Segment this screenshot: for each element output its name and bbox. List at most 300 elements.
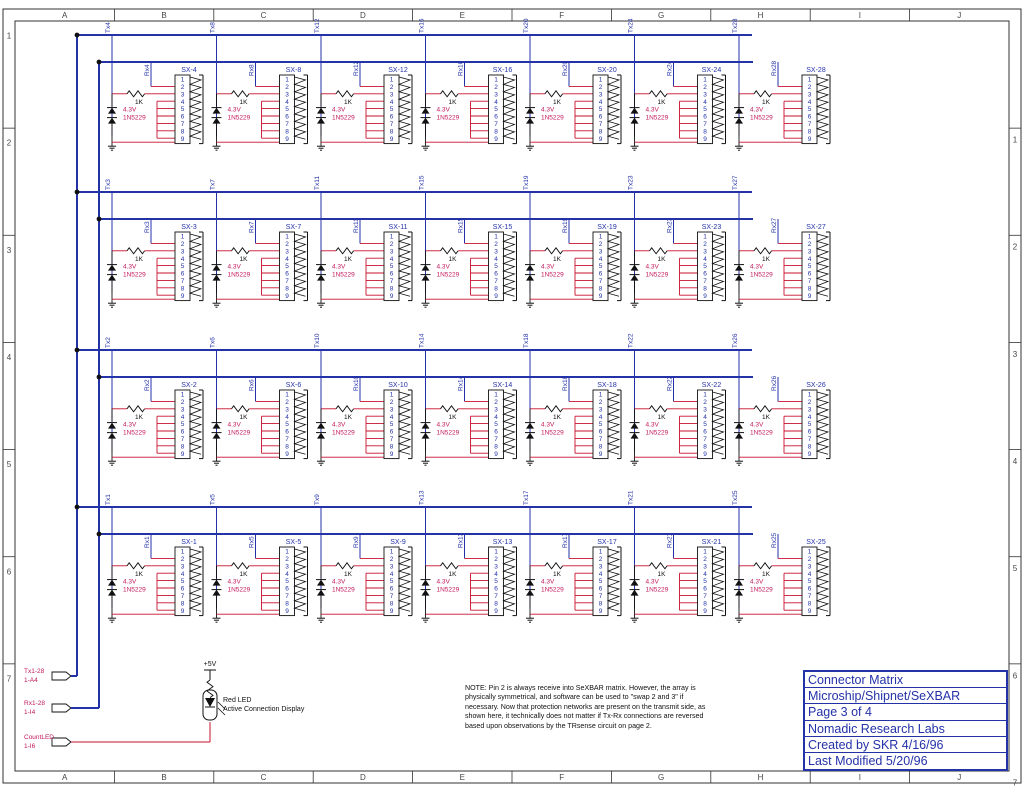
- pin-number: 6: [494, 428, 498, 436]
- zone-col-label: E: [459, 11, 465, 20]
- zone-col-label: A: [62, 773, 68, 782]
- title-block-created: Created by SKR 4/16/96: [805, 737, 1006, 753]
- zener-voltage: 4.3V: [541, 578, 555, 586]
- resistor-value: 1K: [239, 98, 248, 106]
- pin-number: 6: [703, 585, 707, 593]
- zener-part: 1N5229: [645, 586, 669, 594]
- pin-number: 9: [389, 450, 394, 458]
- connector-label: SX-22: [701, 382, 722, 389]
- pin-number: 7: [180, 593, 185, 600]
- pin-number: 5: [807, 106, 812, 114]
- zone-row-label: 7: [1012, 778, 1018, 788]
- pin-number: 8: [180, 443, 185, 451]
- pin-number: 2: [598, 556, 603, 563]
- resistor-symbol: [336, 91, 354, 97]
- title-block-modified: Last Modified 5/20/96: [808, 753, 928, 768]
- zone-col-label: G: [657, 773, 665, 782]
- tx-label: Tx22: [627, 333, 635, 348]
- pin-number: 2: [180, 84, 185, 91]
- zone-col-label: H: [757, 11, 764, 20]
- pin-number: 3: [285, 248, 289, 256]
- zener-voltage: 4.3V: [123, 106, 137, 114]
- zone-row-label: 7: [6, 674, 12, 684]
- pin-number: 1: [285, 76, 289, 84]
- pin-number: 5: [389, 106, 394, 114]
- zener-part: 1N5229: [332, 586, 355, 594]
- pin-number: 3: [807, 248, 812, 256]
- pin-number: 7: [807, 278, 812, 285]
- pin-number: 4: [180, 98, 185, 106]
- zener-diode-symbol: [735, 580, 743, 586]
- zone-row-label: 3: [6, 245, 12, 255]
- zener-diode-symbol: [526, 590, 534, 596]
- pin-number: 2: [703, 556, 707, 563]
- zone-col-label: I: [858, 773, 862, 782]
- rx-label: Rx26: [771, 375, 778, 391]
- pin-number: 5: [598, 263, 603, 271]
- connector-label: SX-5: [285, 539, 302, 546]
- pin-number: 3: [807, 406, 812, 414]
- pin-number: 1: [598, 233, 603, 241]
- pin-number: 7: [494, 593, 498, 600]
- pin-number: 2: [807, 399, 812, 406]
- port-flag: [52, 738, 71, 746]
- zener-diode-symbol: [317, 580, 325, 586]
- pin-number: 9: [180, 292, 185, 300]
- connector-cell: [210, 179, 308, 307]
- rx-label: Rx9: [353, 536, 360, 548]
- connector-label: SX-3: [181, 224, 197, 231]
- pin-number: 7: [180, 121, 185, 128]
- resistor-symbol: [232, 563, 250, 569]
- tx-label: Tx13: [418, 490, 426, 505]
- port-ref: 1-I4: [24, 709, 36, 716]
- zener-diode-symbol: [213, 265, 221, 271]
- zener-diode-symbol: [526, 108, 534, 114]
- connector-cell: [628, 18, 726, 150]
- pin-number: 9: [807, 292, 812, 300]
- port-flag: [52, 704, 71, 712]
- zener-part: 1N5229: [541, 114, 564, 122]
- zener-diode-symbol: [631, 275, 639, 281]
- pin-number: 8: [807, 600, 812, 608]
- resistor-symbol: [545, 91, 563, 97]
- zener-voltage: 4.3V: [123, 578, 137, 586]
- zener-part: 1N5229: [750, 586, 773, 594]
- rx-label: Rx22: [666, 375, 674, 391]
- connector-label: SX-6: [285, 382, 302, 389]
- pin-number: 8: [703, 600, 707, 608]
- zener-diode-symbol: [735, 423, 743, 429]
- pin-number: 1: [703, 76, 707, 84]
- pin-number: 1: [807, 391, 812, 399]
- pin-number: 1: [598, 548, 603, 556]
- connector-contacts: [295, 392, 306, 454]
- resistor-value: 1K: [448, 570, 457, 578]
- pin-number: 9: [494, 135, 498, 143]
- connector-contacts: [504, 392, 515, 454]
- pin-number: 2: [389, 399, 394, 406]
- connector-label: SX-20: [597, 67, 617, 74]
- pin-number: 8: [389, 443, 394, 451]
- pin-number: 4: [807, 570, 812, 578]
- rx-label: Rx18: [562, 375, 569, 391]
- zener-diode-symbol: [213, 580, 221, 586]
- zener-diode-symbol: [108, 580, 116, 586]
- rx-label: Rx17: [562, 532, 569, 548]
- zener-part: 1N5229: [123, 429, 146, 437]
- zener-diode-symbol: [422, 433, 430, 439]
- pin-number: 4: [285, 570, 289, 578]
- tx-label: Tx21: [627, 490, 635, 505]
- pin-number: 9: [285, 450, 289, 458]
- tx-label: Tx5: [209, 494, 217, 505]
- tx-label: Tx9: [314, 494, 321, 505]
- pin-number: 5: [180, 421, 185, 429]
- zener-diode-symbol: [422, 265, 430, 271]
- pin-number: 7: [285, 436, 289, 443]
- bus-junction: [75, 33, 80, 38]
- pin-number: 7: [389, 121, 394, 128]
- resistor-symbol: [441, 248, 459, 254]
- resistor-symbol: [127, 406, 145, 412]
- resistor-value: 1K: [239, 570, 248, 578]
- pin-number: 6: [494, 585, 498, 593]
- port-name: CountLED: [24, 734, 54, 741]
- zener-part: 1N5229: [123, 114, 146, 122]
- zener-part: 1N5229: [332, 429, 355, 437]
- connector-cell: [210, 337, 308, 465]
- resistor-symbol: [545, 563, 563, 569]
- connector-label: SX-14: [492, 382, 513, 389]
- pin-number: 3: [703, 91, 707, 99]
- pin-number: 9: [703, 607, 707, 615]
- pin-number: 3: [807, 91, 812, 99]
- pin-number: 4: [598, 98, 603, 106]
- zener-diode-symbol: [317, 433, 325, 439]
- resistor-symbol: [127, 91, 145, 97]
- pin-number: 7: [598, 436, 603, 443]
- pin-number: 4: [389, 98, 394, 106]
- resistor-value: 1K: [344, 570, 352, 578]
- pin-number: 2: [285, 556, 289, 563]
- tx-label: Tx26: [732, 333, 739, 348]
- pin-number: 2: [389, 241, 394, 248]
- connector-label: SX-12: [388, 67, 408, 74]
- connector-label: SX-16: [492, 67, 513, 74]
- pin-number: 6: [285, 270, 289, 278]
- pin-number: 1: [598, 391, 603, 399]
- connector-cell: [628, 175, 726, 307]
- pin-number: 1: [180, 391, 185, 399]
- pin-number: 8: [598, 600, 603, 608]
- pin-number: 6: [807, 270, 812, 278]
- resistor-value: 1K: [762, 98, 770, 106]
- pin-number: 7: [494, 121, 498, 128]
- pin-number: 1: [285, 233, 289, 241]
- pin-number: 2: [180, 556, 185, 563]
- pin-number: 4: [598, 255, 603, 263]
- connector-label: SX-23: [701, 224, 722, 231]
- pin-number: 3: [807, 563, 812, 571]
- connector-cell: [523, 175, 621, 307]
- pin-number: 9: [180, 450, 185, 458]
- rx-label: Rx14: [457, 375, 465, 391]
- resistor-symbol: [232, 406, 250, 412]
- connector-label: SX-19: [597, 224, 617, 231]
- resistor-value: 1K: [657, 570, 666, 578]
- connector-contacts: [399, 234, 410, 296]
- connector-label: SX-18: [597, 382, 617, 389]
- pin-number: 4: [494, 570, 498, 578]
- pin-number: 4: [180, 570, 185, 578]
- zone-row-label: 1: [6, 31, 12, 41]
- resistor-value: 1K: [344, 98, 352, 106]
- zener-voltage: 4.3V: [541, 421, 555, 429]
- zener-part: 1N5229: [541, 429, 564, 437]
- zone-col-label: C: [260, 773, 267, 782]
- pin-number: 7: [389, 593, 394, 600]
- pin-number: 6: [807, 585, 812, 593]
- zener-diode-symbol: [422, 118, 430, 124]
- pin-number: 1: [389, 233, 394, 241]
- pin-number: 8: [807, 443, 812, 451]
- pin-number: 5: [807, 263, 812, 271]
- led-diode-symbol: [205, 698, 215, 707]
- pin-number: 8: [494, 600, 498, 608]
- rx-label: Rx28: [771, 60, 778, 76]
- connector-cell: [732, 490, 830, 622]
- pin-number: 9: [807, 135, 812, 143]
- rx-label: Rx19: [562, 217, 569, 233]
- tx-label: Tx2: [105, 337, 112, 348]
- rx-label: Rx8: [248, 64, 256, 76]
- zener-diode-symbol: [631, 580, 639, 586]
- zener-voltage: 4.3V: [227, 421, 241, 429]
- tx-label: Tx23: [627, 175, 635, 190]
- tx-label: Tx17: [523, 490, 530, 505]
- connector-contacts: [713, 234, 724, 296]
- zone-col-label: D: [360, 773, 366, 782]
- pin-number: 2: [494, 556, 498, 563]
- connector-label: SX-25: [806, 539, 826, 546]
- resistor-symbol: [127, 248, 145, 254]
- zener-part: 1N5229: [227, 114, 251, 122]
- pin-number: 5: [389, 263, 394, 271]
- connector-cell: [314, 494, 412, 622]
- pin-number: 3: [180, 248, 185, 256]
- resistor-symbol: [754, 248, 772, 254]
- pin-number: 1: [494, 76, 498, 84]
- zener-part: 1N5229: [750, 114, 773, 122]
- pin-number: 4: [285, 255, 289, 263]
- resistor-symbol: [336, 248, 354, 254]
- zener-voltage: 4.3V: [750, 263, 764, 271]
- zener-part: 1N5229: [645, 271, 669, 279]
- pin-number: 2: [285, 84, 289, 91]
- pin-number: 5: [494, 421, 498, 429]
- zener-diode-symbol: [317, 275, 325, 281]
- tx-label: Tx1: [105, 494, 112, 505]
- tx-label: Tx16: [418, 18, 426, 33]
- port-ref: 1-A4: [24, 677, 38, 684]
- bus-junction: [97, 532, 102, 537]
- pin-number: 5: [180, 106, 185, 114]
- zener-voltage: 4.3V: [750, 421, 764, 429]
- zener-part: 1N5229: [436, 429, 460, 437]
- offpage-ports: [24, 668, 210, 750]
- rx-label: Rx25: [771, 532, 778, 548]
- pin-number: 4: [494, 98, 498, 106]
- pin-number: 2: [180, 241, 185, 248]
- zener-part: 1N5229: [750, 271, 773, 279]
- zone-col-label: B: [161, 11, 167, 20]
- pin-number: 3: [494, 563, 498, 571]
- resistor-value: 1K: [657, 413, 666, 421]
- tx-label: Tx27: [732, 175, 739, 190]
- connector-cell: [523, 333, 621, 465]
- pin-number: 5: [807, 578, 812, 586]
- pin-number: 3: [703, 563, 707, 571]
- connector-label: SX-4: [181, 67, 197, 74]
- connector-label: SX-21: [701, 539, 722, 546]
- pin-number: 8: [285, 600, 289, 608]
- pin-number: 9: [389, 292, 394, 300]
- pin-number: 2: [598, 84, 603, 91]
- pin-number: 1: [703, 233, 707, 241]
- tx-label: Tx10: [314, 333, 321, 348]
- zener-diode-symbol: [422, 423, 430, 429]
- resistor-value: 1K: [657, 255, 666, 263]
- pin-number: 7: [285, 278, 289, 285]
- pin-number: 4: [703, 413, 707, 421]
- pin-number: 4: [598, 413, 603, 421]
- connector-cell: [419, 333, 517, 465]
- connector-contacts: [190, 549, 201, 611]
- resistor-symbol: [650, 248, 668, 254]
- pin-number: 6: [180, 270, 185, 278]
- zener-voltage: 4.3V: [750, 106, 764, 114]
- pin-number: 5: [598, 421, 603, 429]
- connector-contacts: [608, 392, 619, 454]
- pin-number: 7: [598, 121, 603, 128]
- zener-diode-symbol: [213, 423, 221, 429]
- pin-number: 5: [703, 263, 707, 271]
- pin-number: 8: [494, 443, 498, 451]
- pin-number: 1: [807, 233, 812, 241]
- pin-number: 9: [389, 607, 394, 615]
- connector-cell: [314, 333, 412, 465]
- pin-number: 9: [494, 292, 498, 300]
- pin-number: 5: [494, 578, 498, 586]
- pin-number: 5: [598, 578, 603, 586]
- pin-number: 1: [389, 548, 394, 556]
- zener-diode-symbol: [317, 265, 325, 271]
- pin-number: 3: [598, 91, 603, 99]
- pin-number: 6: [180, 585, 185, 593]
- pin-number: 2: [494, 241, 498, 248]
- pin-number: 9: [180, 607, 185, 615]
- tx-label: Tx4: [105, 22, 112, 33]
- pin-number: 3: [285, 563, 289, 571]
- connector-label: SX-8: [285, 67, 302, 74]
- pin-number: 3: [285, 406, 289, 414]
- zener-diode-symbol: [526, 433, 534, 439]
- pin-number: 7: [703, 278, 707, 285]
- zener-diode-symbol: [631, 433, 639, 439]
- pin-number: 5: [285, 578, 289, 586]
- led-resistor: [207, 680, 213, 698]
- resistor-symbol: [754, 91, 772, 97]
- pin-number: 7: [598, 278, 603, 285]
- connector-contacts: [190, 234, 201, 296]
- connector-cell: [314, 176, 412, 308]
- pin-number: 1: [285, 391, 289, 399]
- zener-voltage: 4.3V: [645, 106, 659, 114]
- pin-number: 7: [703, 121, 707, 128]
- pin-number: 9: [494, 450, 498, 458]
- resistor-symbol: [232, 248, 250, 254]
- pin-number: 7: [389, 278, 394, 285]
- zener-part: 1N5229: [227, 586, 251, 594]
- zone-row-label: 2: [6, 138, 12, 148]
- tx-label: Tx3: [105, 179, 112, 190]
- pin-number: 4: [703, 255, 707, 263]
- pin-number: 3: [180, 91, 185, 99]
- pin-number: 8: [285, 285, 289, 293]
- led-indicator: [203, 661, 305, 720]
- zener-diode-symbol: [213, 433, 221, 439]
- zener-diode-symbol: [735, 275, 743, 281]
- connector-cell: [105, 179, 203, 307]
- title-block-page: Page 3 of 4: [805, 704, 1006, 720]
- connector-cell: [732, 175, 830, 307]
- port-name: Tx1-28: [24, 668, 45, 675]
- port-name: Rx1-28: [24, 700, 45, 707]
- pin-number: 5: [703, 106, 707, 114]
- connector-contacts: [504, 549, 515, 611]
- bus-junction: [75, 348, 80, 353]
- pin-number: 4: [389, 570, 394, 578]
- pin-number: 6: [285, 113, 289, 121]
- pin-number: 6: [285, 585, 289, 593]
- resistor-symbol: [754, 406, 772, 412]
- rx-label: Rx10: [353, 375, 360, 391]
- zener-diode-symbol: [735, 118, 743, 124]
- port-flag: [52, 672, 71, 680]
- pin-number: 8: [703, 285, 707, 293]
- zone-col-label: G: [657, 11, 665, 20]
- connector-contacts: [190, 392, 201, 454]
- rx-label: Rx6: [248, 379, 256, 391]
- connector-contacts: [817, 392, 828, 454]
- pin-number: 5: [285, 106, 289, 114]
- pin-number: 2: [703, 241, 707, 248]
- connector-cell: [523, 18, 621, 150]
- pin-number: 7: [494, 278, 498, 285]
- connector-contacts: [608, 77, 619, 139]
- pin-number: 9: [285, 292, 289, 300]
- zener-part: 1N5229: [123, 586, 146, 594]
- connector-cell: [419, 175, 517, 307]
- pin-number: 6: [285, 428, 289, 436]
- resistor-symbol: [650, 563, 668, 569]
- pin-number: 6: [598, 270, 603, 278]
- connector-cell: [105, 22, 203, 150]
- pin-number: 2: [494, 399, 498, 406]
- pin-number: 6: [389, 113, 394, 121]
- pin-number: 2: [285, 241, 289, 248]
